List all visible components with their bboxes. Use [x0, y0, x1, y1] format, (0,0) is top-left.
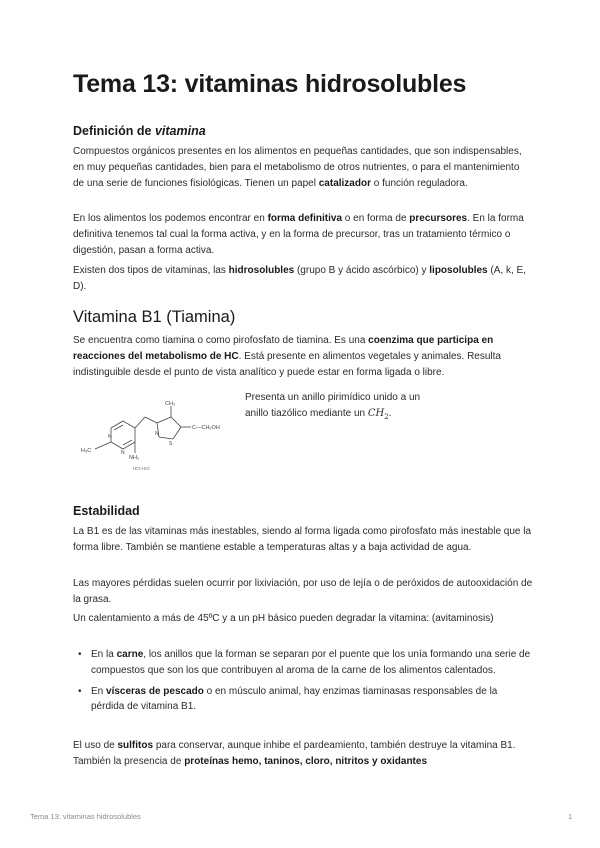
text-run: , los anillos que la forman se separan por el puente que los unía formando una serie de compuestos que son los que contribuyen al aroma de la carne de los alimentos calentados.	[91, 649, 531, 676]
chem-label-n2: N	[121, 450, 125, 456]
definicion-paragraph-2	[73, 211, 533, 258]
bold-run: carne	[116, 649, 144, 660]
definicion-heading-em: vitamina	[154, 124, 206, 138]
text-run: (A, k, E, D).	[73, 265, 526, 292]
text-run: . Está presente en alimentos vegetales y animales. Resulta indistinguible desde el punto de vista analítico y puede estar en forma ligada o libre.	[73, 350, 501, 378]
bullet-icon: •	[78, 649, 82, 660]
text-run: . En la forma definitiva tenemos tal cual la forma activa, y en la forma de precursor, tras un tratamiento térmico o digestión, pasan a forma activa.	[73, 213, 524, 256]
list-item	[73, 647, 533, 679]
text-run: .	[388, 407, 392, 419]
chem-label-n1: N	[108, 434, 112, 440]
bold-run: proteínas hemo, taninos, cloro, nitritos y oxidantes	[184, 755, 428, 767]
chem-label-h3c: H₃C	[81, 448, 92, 454]
text-run: o en músculo animal, hay enzimas tiaminasas responsables de la pérdida de vitamina B1.	[91, 685, 498, 713]
text-run: Existen dos tipos de vitaminas, las	[73, 265, 229, 276]
chem-label-chain: C—CH₂OH	[192, 425, 220, 431]
ch2-formula	[368, 408, 389, 419]
estabilidad-paragraph-2: Las mayores pérdidas suelen ocurrir por lixiviación, por uso de lejía o de peróxidos de autooxidación de la grasa.	[73, 578, 533, 605]
text-run: El uso de	[73, 740, 118, 751]
estabilidad-heading: Estabilidad	[73, 504, 140, 518]
chem-label-hcl: HCl·HCl	[133, 466, 150, 471]
b1-heading: Vitamina B1 (Tiamina)	[73, 308, 236, 326]
page-title: Tema 13: vitaminas hidrosolubles	[73, 70, 467, 98]
bold-run: vísceras de pescado	[106, 685, 204, 697]
chem-label-n3: N	[155, 431, 159, 437]
bold-run: catalizador	[318, 177, 371, 189]
thiazole-ring	[157, 417, 181, 439]
definicion-heading-prefix: Definición de	[73, 124, 155, 138]
list-item	[73, 684, 533, 716]
chem-label-ch3: CH₃	[165, 401, 176, 407]
formula-base: CH	[367, 407, 385, 419]
chem-label-s: S	[169, 441, 173, 447]
text-run: En	[91, 685, 107, 697]
bullet-icon: •	[78, 685, 82, 697]
estabilidad-paragraph-1: La B1 es de las vitaminas más inestables, siendo al forma ligada como pirofosfato más inestable que la forma libre. También se mantiene estable a temperaturas altas y a baja actividad de agua.	[73, 526, 532, 553]
formula-subscript: 2	[384, 412, 389, 421]
definicion-paragraph-3	[73, 263, 533, 295]
definicion-heading	[73, 124, 206, 138]
text-run: o en forma de	[342, 213, 410, 224]
bold-run: sulfitos	[117, 740, 154, 751]
chem-label-nh2: NH₂	[129, 455, 140, 461]
text-run: para conservar, aunque inhibe el pardeamiento, también destruye la vitamina B1. También la presencia de	[73, 740, 516, 767]
bold-run: hidrosolubles	[228, 265, 295, 276]
text-run: Presenta un anillo pirimídico unido a un anillo tiazólico mediante un	[245, 392, 421, 419]
text-run: En la	[91, 649, 117, 660]
footer-title: Tema 13: vitaminas hidrosolubles	[30, 812, 141, 821]
text-run: o función reguladora.	[370, 177, 468, 189]
b1-structure-description	[245, 390, 445, 426]
bold-run: coenzima que participa en reacciones del metabolismo de HC	[73, 335, 494, 362]
bold-run: forma definitiva	[267, 213, 343, 224]
bold-run: precursores	[409, 213, 468, 224]
text-run: En los alimentos los podemos encontrar en	[73, 213, 268, 224]
definicion-paragraph-1	[73, 144, 533, 191]
text-run: (grupo B y ácido ascórbico) y	[294, 265, 430, 276]
b1-paragraph-1	[73, 333, 533, 380]
bold-run: liposolubles	[429, 265, 488, 276]
estabilidad-list	[73, 647, 533, 715]
text-run: Se encuentra como tiamina o como pirofosfato de tiamina. Es una	[73, 335, 369, 346]
page-number: 1	[568, 812, 573, 821]
thiamine-structure-diagram	[73, 393, 238, 473]
text-run: Compuestos orgánicos presentes en los alimentos en pequeñas cantidades, que son indispensables, en muy pequeñas cantidades, bien para el metabolismo de otros nutrientes, o para el mantenimiento de una serie de funciones fisiológicas. Tienen un papel	[73, 146, 522, 189]
estabilidad-paragraph-4	[73, 738, 533, 770]
estabilidad-paragraph-3: Un calentamiento a más de 45ºC y a un pH básico pueden degradar la vitamina: (avitaminosis)	[73, 613, 494, 624]
